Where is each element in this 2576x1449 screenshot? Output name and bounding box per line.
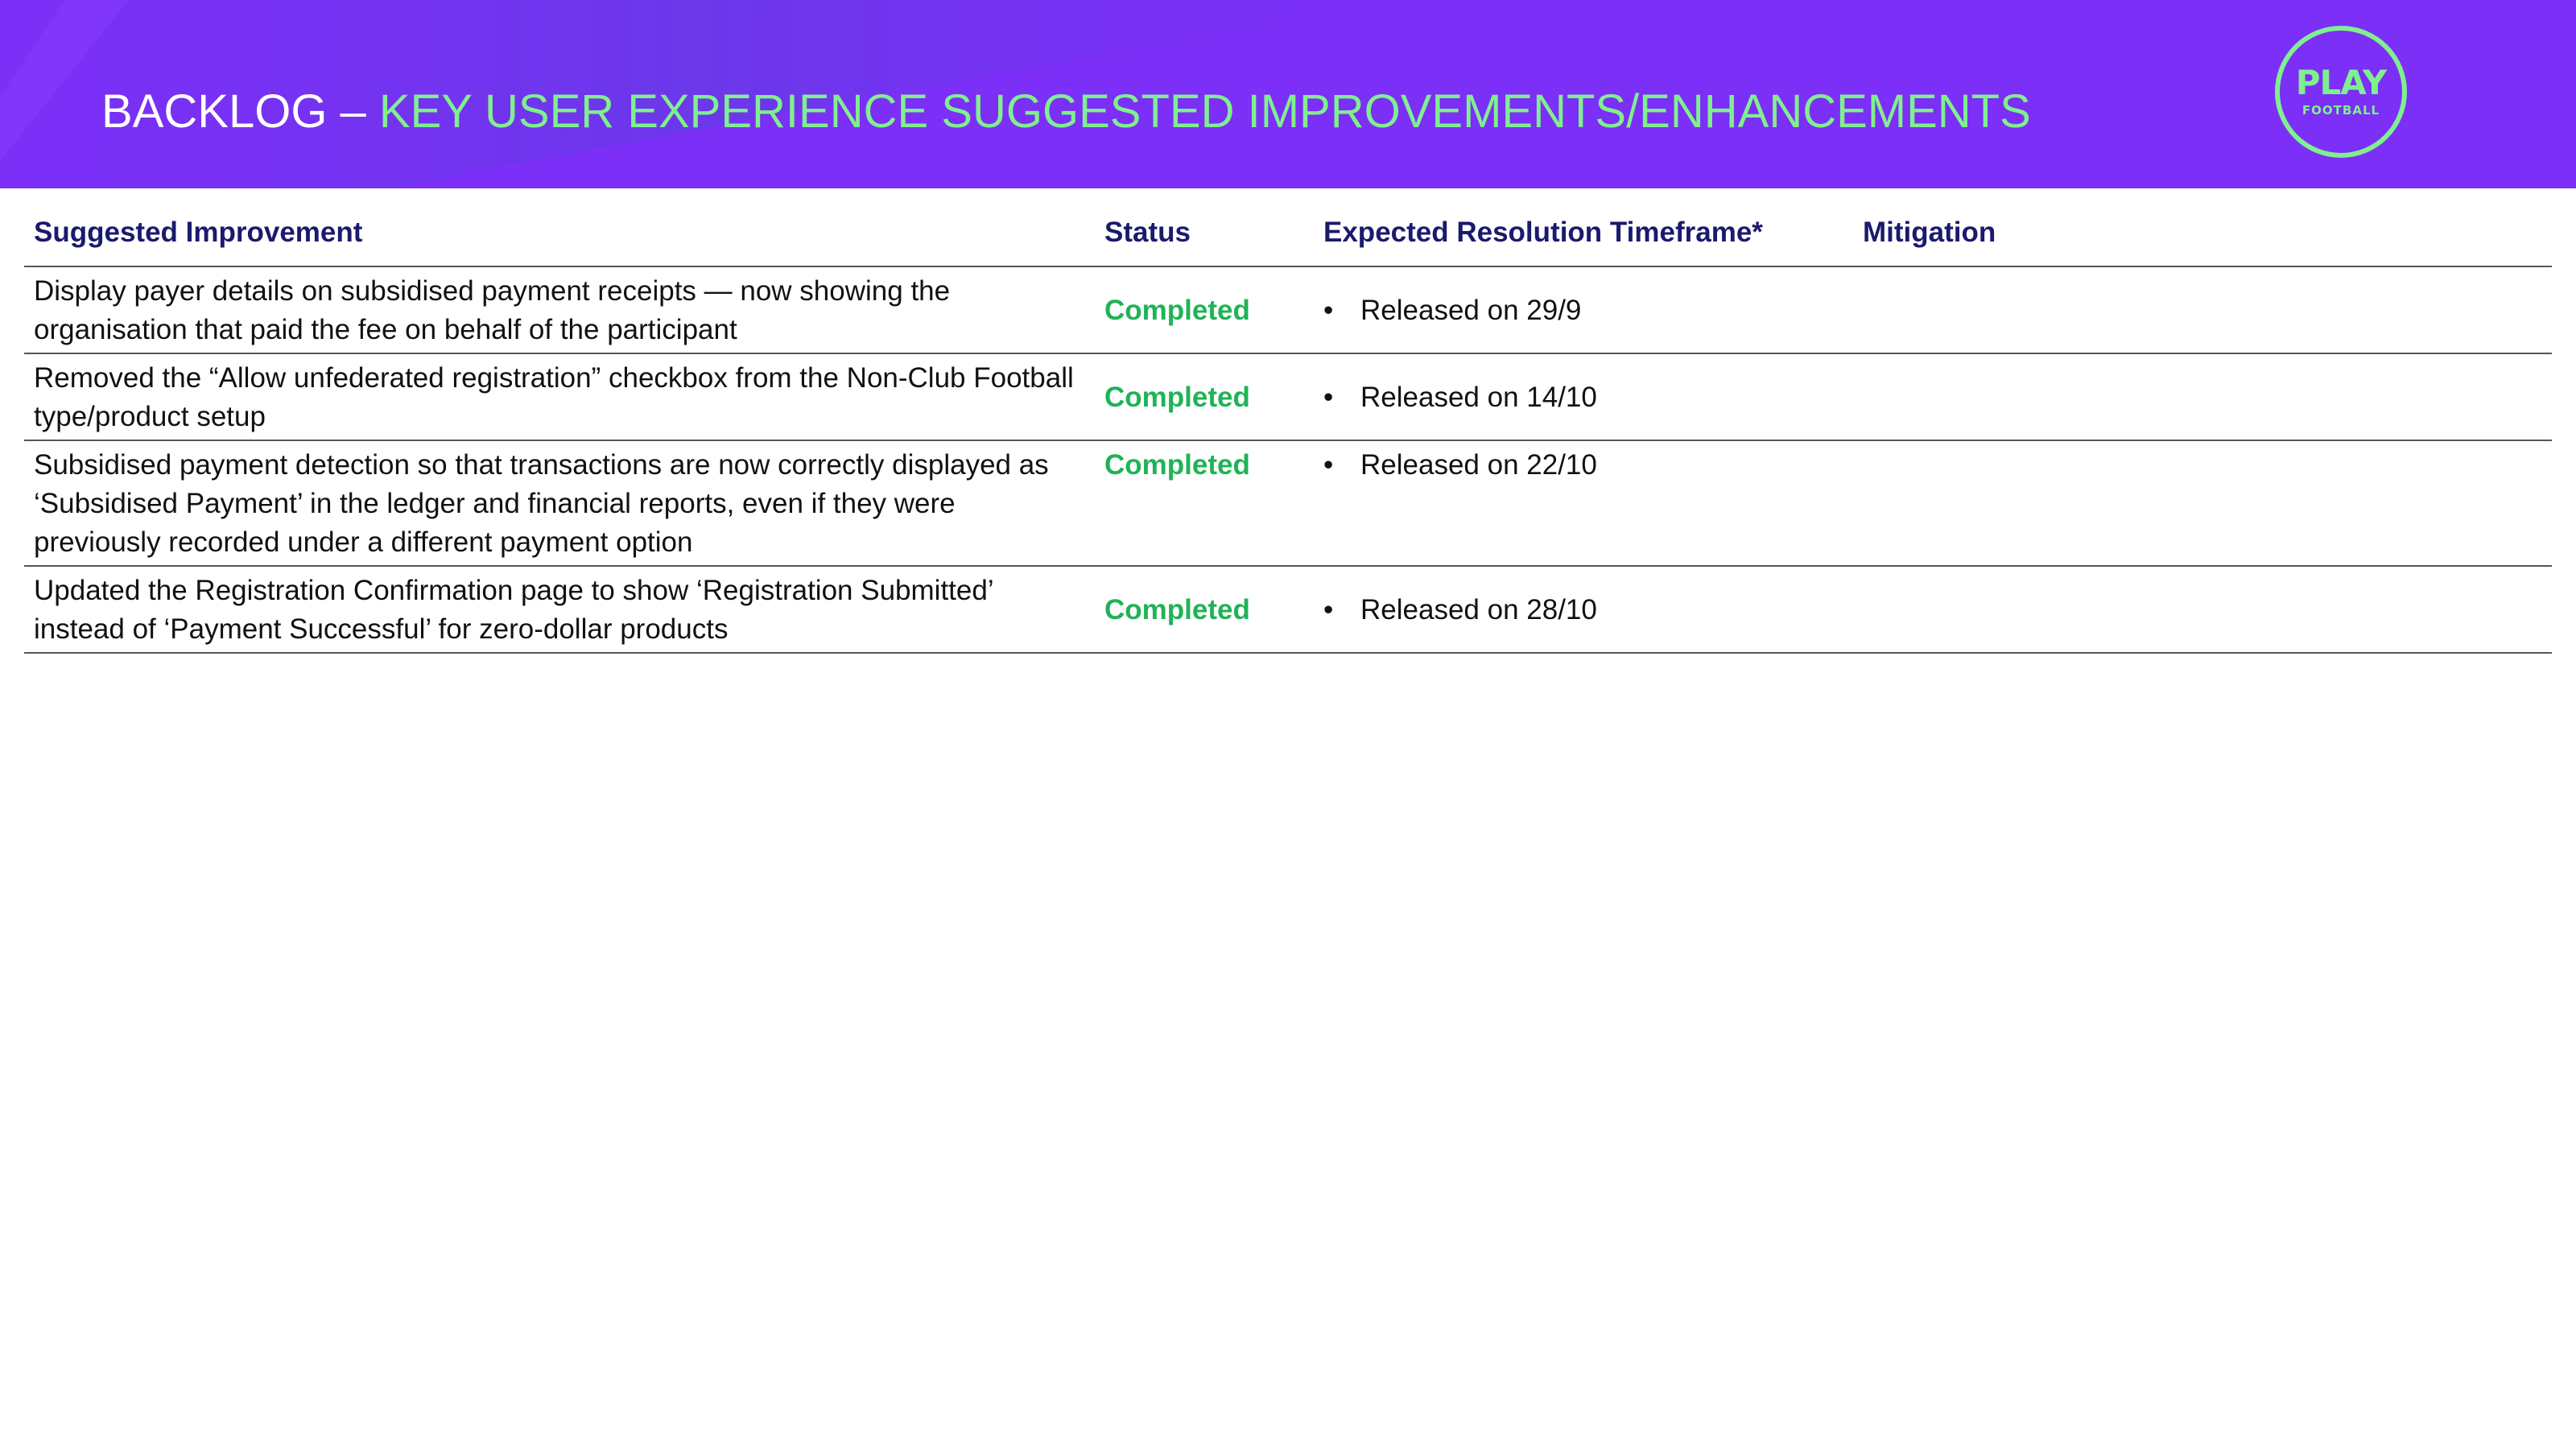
mitigation-cell bbox=[1853, 566, 2552, 653]
page-title bbox=[101, 84, 2031, 140]
header-banner bbox=[0, 0, 2576, 188]
table-row bbox=[24, 353, 2552, 440]
improvement-cell: Subsidised payment detection so that transactions are now correctly displayed as ‘Subsidised Payment’ in the ledger and financial reports, even if they were previously recorded under a different payment option bbox=[24, 440, 1095, 566]
timeframe-cell bbox=[1314, 440, 1853, 566]
bullet-marker: • bbox=[1323, 594, 1334, 625]
table-row bbox=[24, 440, 2552, 566]
table-row bbox=[24, 266, 2552, 353]
logo-text-play: PLAY bbox=[2295, 63, 2387, 102]
status-cell: Completed bbox=[1095, 440, 1314, 566]
table-row bbox=[24, 566, 2552, 653]
play-football-logo bbox=[2275, 26, 2407, 158]
bullet-marker: • bbox=[1323, 295, 1334, 326]
timeframe-text: Released on 22/10 bbox=[1360, 449, 1597, 481]
logo-text-football: FOOTBALL bbox=[2301, 103, 2380, 118]
timeframe-cell bbox=[1314, 266, 1853, 353]
improvement-cell: Display payer details on subsidised payment receipts — now showing the organisation that paid the fee on behalf of the participant bbox=[24, 266, 1095, 353]
backlog-table bbox=[24, 208, 2552, 654]
table-header-row bbox=[24, 208, 2552, 266]
title-prefix: BACKLOG – bbox=[101, 85, 379, 138]
timeframe-text: Released on 29/9 bbox=[1360, 295, 1582, 326]
bullet-marker: • bbox=[1323, 382, 1334, 413]
bullet-marker: • bbox=[1323, 449, 1334, 481]
mitigation-cell bbox=[1853, 440, 2552, 566]
timeframe-text: Released on 28/10 bbox=[1360, 594, 1597, 625]
timeframe-text: Released on 14/10 bbox=[1360, 382, 1597, 413]
status-cell: Completed bbox=[1095, 353, 1314, 440]
status-cell: Completed bbox=[1095, 566, 1314, 653]
status-cell: Completed bbox=[1095, 266, 1314, 353]
timeframe-cell bbox=[1314, 353, 1853, 440]
improvement-cell: Removed the “Allow unfederated registration” checkbox from the Non-Club Football type/product setup bbox=[24, 353, 1095, 440]
column-header-status: Status bbox=[1095, 208, 1314, 266]
improvement-cell: Updated the Registration Confirmation page to show ‘Registration Submitted’ instead of ‘Payment Successful’ for zero-dollar products bbox=[24, 566, 1095, 653]
column-header-mitigation: Mitigation bbox=[1853, 208, 2552, 266]
mitigation-cell bbox=[1853, 353, 2552, 440]
column-header-suggested-improvement: Suggested Improvement bbox=[24, 208, 1095, 266]
column-header-timeframe: Expected Resolution Timeframe* bbox=[1314, 208, 1853, 266]
mitigation-cell bbox=[1853, 266, 2552, 353]
title-highlight: KEY USER EXPERIENCE SUGGESTED IMPROVEMENTS/ENHANCEMENTS bbox=[378, 85, 2031, 138]
timeframe-cell bbox=[1314, 566, 1853, 653]
